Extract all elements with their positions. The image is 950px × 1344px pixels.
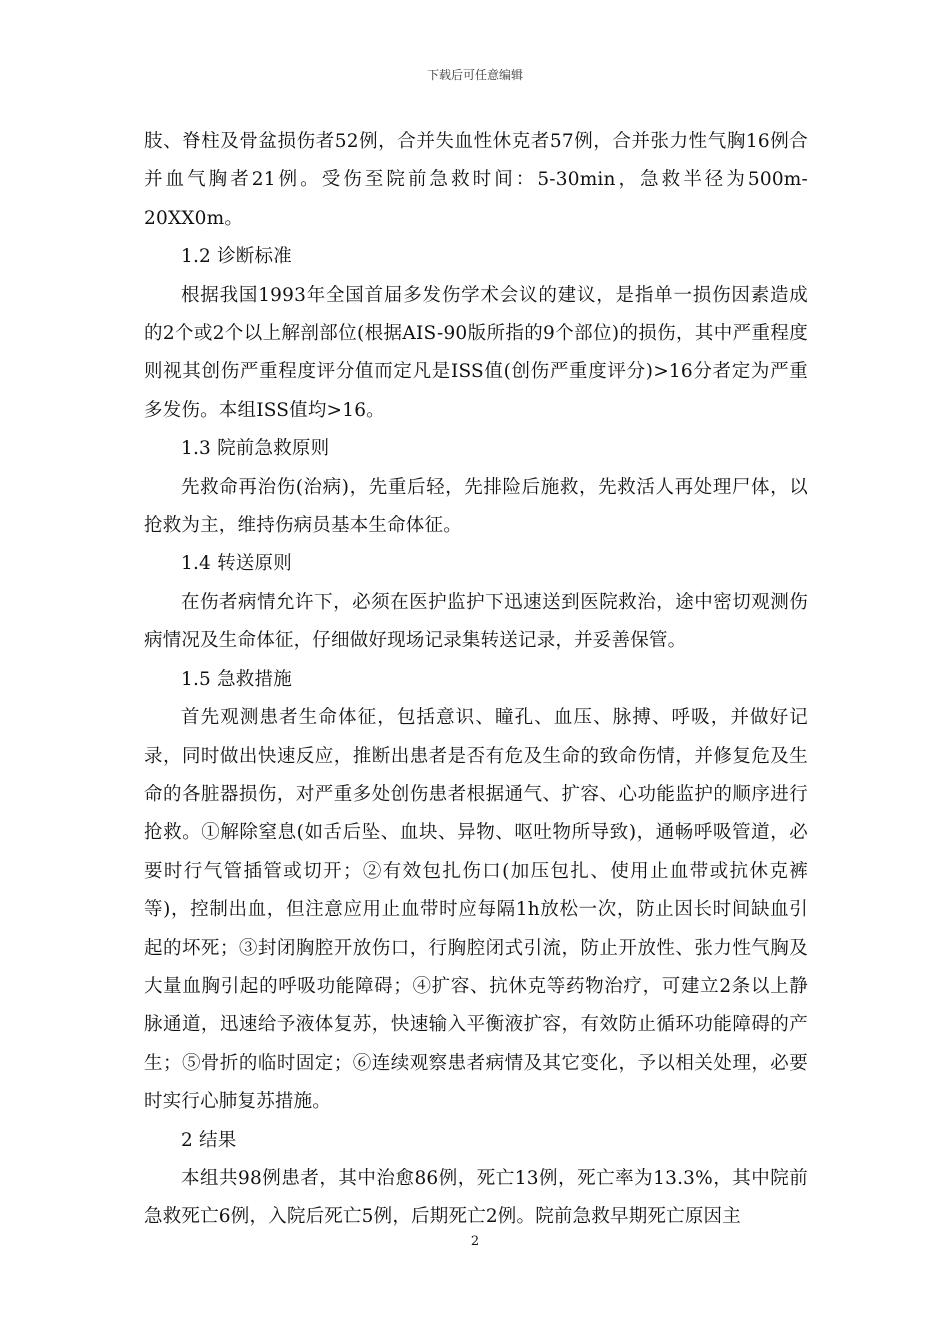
paragraph-measures: 首先观测患者生命体征，包括意识、瞳孔、血压、脉搏、呼吸，并做好记录，同时做出快速反应，推断出患者是否有危及生命的致命伤情，并修复危及生命的各脏器损伤，对严重多处创伤患者根据通气、扩容、心功能监护的顺序进行抢救。①解除窒息(如舌后坠、血块、异物、呕吐物所导致)，通畅呼吸管道，必要时行气管插管或切开；②有效包扎伤口(加压包扎、使用止血带或抗休克裤等)，控制出血，但注意应用止血带时应每隔1h放松一次，防止因长时间缺血引起的坏死；③封闭胸腔开放伤口，行胸腔闭式引流，防止开放性、张力性气胸及大量血胸引起的呼吸功能障碍；④扩容、抗休克等药物治疗，可建立2条以上静脉通道，迅速给予液体复苏，快速输入平衡液扩容，有效防止循环功能障碍的产生；⑤骨折的临时固定；⑥连续观察患者病情及其它变化，予以相关处理，必要时实行心肺复苏措施。: [144, 707, 808, 1113]
paragraph-continued: 肢、脊柱及骨盆损伤者52例，合并失血性休克者57例，合并张力性气胸16例合并血气胸者21例。受伤至院前急救时间：5-30min，急救半径为500m-20XX0m。: [144, 131, 808, 229]
paragraph-transfer: 在伤者病情允许下，必须在医护监护下迅速送到医院救治，途中密切观测伤病情况及生命体征，仔细做好现场记录集转送记录，并妥善保管。: [144, 591, 808, 652]
paragraph-results: 本组共98例患者，其中治愈86例，死亡13例，死亡率为13.3%，其中院前急救死亡6例，入院后死亡5例，后期死亡2例。院前急救早期死亡原因主: [144, 1167, 808, 1228]
section-heading-1-2: 1.2 诊断标准: [181, 246, 292, 268]
document-body: [144, 123, 808, 1237]
section-heading-1-4: 1.4 转送原则: [181, 553, 292, 575]
paragraph-diagnosis: 根据我国1993年全国首届多发伤学术会议的建议，是指单一损伤因素造成的2个或2个以上解剖部位(根据AIS-90版所指的9个部位)的损伤，其中严重程度则视其创伤严重程度评分值而定凡是ISS值(创伤严重度评分)>16分者定为严重多发伤。本组ISS值均>16。: [144, 284, 808, 421]
header-note: 下载后可任意编辑: [426, 68, 523, 82]
section-heading-2: 2 结果: [181, 1129, 237, 1151]
section-heading-1-3: 1.3 院前急救原则: [181, 438, 330, 460]
paragraph-principles: 先救命再治伤(治病)，先重后轻，先排险后施救，先救活人再处理尸体，以抢救为主，维持伤病员基本生命体征。: [144, 476, 808, 537]
page-number: 2: [470, 1234, 480, 1249]
section-heading-1-5: 1.5 急救措施: [181, 668, 292, 690]
